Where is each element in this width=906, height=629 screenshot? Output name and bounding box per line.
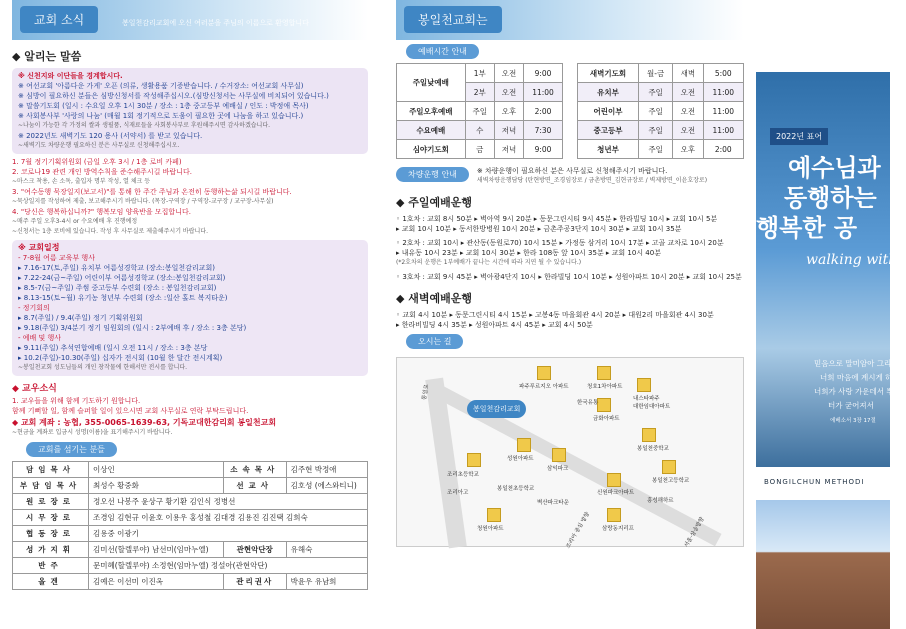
map-label: 봉일천고등학교 xyxy=(652,478,690,484)
motto-line: 예수님과 xyxy=(788,154,881,182)
staff-names: 박윤우 유남희 xyxy=(286,574,367,590)
service-period: 오전 xyxy=(494,83,523,102)
section-tag: 봉일천교회는 xyxy=(404,6,502,33)
schedule-line: ▸ 8.13-15(토~월) 유기농 청년부 수련회 (장소 :일산 홀트 복지타운) xyxy=(18,294,228,302)
staff-names: 문미혜(할렐루야) 소정현(임마누엘) 정설아(관현악단) xyxy=(89,558,368,574)
table-row xyxy=(13,510,368,526)
service-day: 주일 xyxy=(639,140,673,159)
prayer-title: ◆ 교우소식 xyxy=(12,384,57,394)
map-label: 봉일천초등학교 xyxy=(497,486,535,492)
table-row xyxy=(13,558,368,574)
notice-item: 3. "여수동행 묵장일지(보고서)"를 통해 한 주간 주님과 온전히 동행하는삶 되시길 바랍니다. xyxy=(12,188,292,196)
service-period: 저녁 xyxy=(494,140,523,159)
schedule-line: ▸ 9.11(주일) 추석연합예배 (일시 오전 11시 / 장소 : 3층 본당 xyxy=(18,344,208,352)
notice-box xyxy=(12,68,368,154)
notice-line: ※ 2022년도 새벽기도 120 용사 (서약서) 를 받고 있습니다. xyxy=(18,132,203,140)
schedule-line: ▸ 9.18(주일) 3/4분기 정기 임원회의 (일시 : 2부예배 후 / 장소 : 3층 본당) xyxy=(18,324,247,332)
map-label: 내스타파주 xyxy=(633,396,660,402)
service-day: 2부 xyxy=(465,83,494,102)
map-label: 성원아파트 xyxy=(507,456,534,462)
service-table-left xyxy=(396,63,563,159)
prayer-line: 1. 교우들을 위해 함께 기도하기 원합니다. xyxy=(12,397,141,405)
mid-header xyxy=(396,0,744,40)
route-line: ◦ 교회 4시 10분 ▸ 동문그린시티 4시 15분 ▸ 고봉4동 마을회관 4시 20분 ▸ 대원2리 마을회관 4시 30분 xyxy=(396,311,714,319)
map-label: 조리초등학교 xyxy=(447,472,479,478)
staff-role: 관현악단장 xyxy=(223,542,286,558)
building-marker xyxy=(607,508,621,522)
building-marker xyxy=(537,366,551,380)
verse-reference: 에베소서 3장 17절 xyxy=(830,418,876,424)
building-marker xyxy=(642,428,656,442)
bus-header xyxy=(396,163,744,186)
map-label: 청호1차아파트 xyxy=(587,384,623,390)
service-name: 새벽기도회 xyxy=(578,64,639,83)
notice-item: 2. 코로나19 관련 개인 방역수칙을 준수해주시길 바랍니다. xyxy=(12,168,192,176)
schedule-line: ▸ 10.2(주일)-10.30(주일) 십자가 전시회 (10월 한 달간 전시계획) xyxy=(18,354,223,362)
route-line: ▸ 한라비빌딩 4시 35분 ▸ 성원아파트 4시 45분 ▸ 교회 4시 50분 xyxy=(396,321,593,329)
table-row xyxy=(397,121,563,140)
schedule-line: - 7-8월 여름 교육부 행사 xyxy=(18,254,95,262)
bus-notes xyxy=(477,163,707,186)
verse-line: 믿음으로 말미암아 그리 xyxy=(814,359,892,368)
service-name: 심야기도회 xyxy=(397,140,466,159)
service-tables xyxy=(396,63,744,159)
service-period: 오후 xyxy=(673,140,703,159)
table-row xyxy=(13,526,368,542)
church-english-name: BONGILCHUN METHODI xyxy=(764,478,865,486)
table-row xyxy=(397,64,563,83)
building-marker xyxy=(607,473,621,487)
notice-item: ~신청서는 1층 로비에 있습니다. 작성 후 사무실로 제출해주시기 바랍니다. xyxy=(12,228,209,235)
staff-names: 김호성 (에스와티니) xyxy=(286,478,367,494)
table-row xyxy=(578,83,744,102)
map-church-marker: 봉일천감리교회 xyxy=(467,400,526,418)
staff-role: 선교사 xyxy=(223,478,286,494)
service-name: 어린이부 xyxy=(578,102,639,121)
sunday-title: ◆ 주일예배운행 xyxy=(396,196,473,209)
map-label: 조리아 중심 방향 xyxy=(565,511,591,550)
table-row xyxy=(397,140,563,159)
schedule-line: ▸ 7.22-24(금~주일) 어린이부 여름성경학교 (장소:봉일천감리교회) xyxy=(18,274,226,282)
table-row xyxy=(578,64,744,83)
building-marker xyxy=(597,366,611,380)
left-header xyxy=(12,0,368,40)
table-row xyxy=(13,494,368,510)
staff-role: 관리권사 xyxy=(223,574,286,590)
building-marker xyxy=(637,378,651,392)
schedule-title: ※ 교회일정 xyxy=(18,243,60,252)
map-label: 통일로 xyxy=(421,383,431,401)
service-name: 중고등부 xyxy=(578,121,639,140)
route-line: (*2호차의 운행은 1부예배가 끝나는 시간에 따라 지연 될 수 있습니다.) xyxy=(396,259,582,266)
staff-names: 이상인 xyxy=(89,462,224,478)
notice-item: ~묵상일지를 작성하여 제출, 보고해주시기 바랍니다. (목장-구역장 / 구역장-교구장 / 교구장-사무실) xyxy=(12,198,274,205)
map-label: 삼익파크 xyxy=(547,466,569,472)
notice-item: 1. 7월 정기기획위원회 (금일 오후 3시 / 1층 로비 카페) xyxy=(12,158,182,166)
route-line: ▸ 교회 10시 10분 ▸ 동서한방병원 10시 20분 ▸ 금촌주공3단지 10시 30분 ▸ 교회 10시 35분 xyxy=(396,225,682,233)
staff-pill: 교회를 섬기는 분들 xyxy=(26,442,117,457)
motto-badge: 2022년 표어 xyxy=(770,128,828,145)
service-day: 수 xyxy=(465,121,494,140)
notice-item: ~마스크 착용, 손 소독, 출입자 명부 작성, 열 체크 등 xyxy=(12,178,151,185)
notice-items xyxy=(12,157,368,237)
table-row xyxy=(13,542,368,558)
service-table-right xyxy=(577,63,744,159)
prayer-line: 함께 기뻐할 일, 함께 슬퍼할 일이 있으시면 교회 사무실로 연락 부탁드립니다. xyxy=(12,407,249,415)
building-marker xyxy=(662,460,676,474)
service-time: 7:30 xyxy=(524,121,563,140)
service-period: 새벽 xyxy=(673,64,703,83)
notice-line: ※ 사회봉사부 '사랑의 나눔' (매월 1회 정기적으로 도움이 필요한 곳에 나눔을 하고 있습니다.) xyxy=(18,112,304,120)
map-label: 대한임대아파트 xyxy=(633,404,671,410)
building-marker xyxy=(597,398,611,412)
service-name: 주일오후예배 xyxy=(397,102,466,121)
worship-pill: 예배시간 안내 xyxy=(406,44,479,59)
service-period: 저녁 xyxy=(494,121,523,140)
building-marker xyxy=(487,508,501,522)
staff-names: 정오선 나봉주 윤상구 황기환 김인식 정병선 xyxy=(89,494,368,510)
map-label: 신원파크아파트 xyxy=(597,490,635,496)
schedule-line: ▸ 8.5-7(금~주일) 주썸 중고등부 수련회 (장소 : 봉일천감리교회) xyxy=(18,284,217,292)
staff-role: 반주 xyxy=(13,558,89,574)
dawn-title: ◆ 새벽예배운행 xyxy=(396,292,473,305)
staff-role: 부담임목사 xyxy=(13,478,89,494)
schedule-line: ▸ 8.7(주일) / 9.4(주일) 정기 기획위원회 xyxy=(18,314,143,322)
service-time: 11:00 xyxy=(703,83,743,102)
church-building-photo xyxy=(756,500,890,629)
notice-line: ※ 신천지와 이단들을 경계합시다. xyxy=(18,72,123,80)
notice-line: ※ 말씀기도회 (일시 : 수요일 오후 1시 30분 / 장소 : 1층 중고등부 예배실 / 인도 : 박정애 목사) xyxy=(18,102,309,110)
bus-sub: 새벽차량운행담당 (탄현방면_조경임장로 / 금촌방면_김현규장로 / 벽제방면_이윤호장로) xyxy=(476,177,708,184)
map-label: 흥성해하르 xyxy=(647,498,674,504)
staff-table xyxy=(12,461,368,590)
location-map xyxy=(396,357,744,550)
table-row xyxy=(13,478,368,494)
notice-line: ※ 여선교회 '아름다운 가게' 오픈 (의류, 생활용품 기증받습니다. / 수거장소: 여선교회 사무실) xyxy=(18,82,304,90)
route-line: ◦ 3호차 : 교회 9시 45분 ▸ 벽아광4단지 10시 ▸ 한라빌딩 10시 10분 ▸ 성원아파트 10시 20분 ▸ 교회 10시 25분 xyxy=(396,273,742,281)
staff-names: 김미선(할렐루야) 남선미(임마누엘) xyxy=(89,542,224,558)
staff-role: 성가지휘 xyxy=(13,542,89,558)
motto-line: 행복한 공 xyxy=(756,214,858,242)
service-day: 주일 xyxy=(639,83,673,102)
staff-role: 협동장로 xyxy=(13,526,89,542)
schedule-box xyxy=(12,240,368,376)
account-title: ◆ 교회 계좌 : 농협, 355-0065-1639-63, 기독교대한감리회 봉일천교회 xyxy=(12,418,277,427)
route-line: ▸ 내유동 10시 23분 ▸ 교회 10시 30분 ▸ 한라 108동 앞 10시 35분 ▸ 교회 10시 40분 xyxy=(396,249,661,257)
staff-role: 원로장로 xyxy=(13,494,89,510)
service-day: 1부 xyxy=(465,64,494,83)
verse-line: 너희 마음에 계시게 하시 xyxy=(820,373,900,382)
map-label: 서울·삼송방향 xyxy=(683,516,706,549)
map-label: 봉일천중학교 xyxy=(637,446,669,452)
verse-line: 너희가 사랑 가운데서 뿌 xyxy=(814,387,894,396)
staff-role: 소속목사 xyxy=(223,462,286,478)
notice-line: ~새벽기도 차량운행 필요하신 분은 사무실로 신청해주십시오. xyxy=(18,142,180,149)
middle-panel xyxy=(384,0,756,629)
table-row xyxy=(13,462,368,478)
service-time: 5:00 xyxy=(703,64,743,83)
schedule-line: - 예배 및 행사 xyxy=(18,334,62,342)
table-row xyxy=(578,140,744,159)
map-label: 금화아파트 xyxy=(593,416,620,422)
motto-line: 동행하는 xyxy=(784,184,877,212)
service-name: 주일낮예배 xyxy=(397,64,466,102)
staff-names: 김주현 박정애 xyxy=(286,462,367,478)
service-time: 11:00 xyxy=(703,102,743,121)
service-time: 2:00 xyxy=(524,102,563,121)
building-marker xyxy=(517,438,531,452)
schedule-line: ▸ 7.16-17(토,주일) 유치부 여름성경학교 (장소:봉일천감리교회) xyxy=(18,264,215,272)
route-line: ◦ 1호차 : 교회 8시 50분 ▸ 벽아역 9시 20분 ▸ 동문그린시티 9시 45분 ▸ 한라빌딩 10시 ▸ 교회 10시 5분 xyxy=(396,215,718,223)
notice-item: ~매주 주일 오후3-4시 or 수요예배 후 진행예정 xyxy=(12,218,138,225)
notice-line: ~나눔이 가능한 각 가정의 쌀과 생필품, 식재료들을 사회봉사부로 후원해주시면 감사하겠습니다. xyxy=(18,122,271,129)
service-time: 9:00 xyxy=(524,140,563,159)
staff-names: 최성수 황중화 xyxy=(89,478,224,494)
service-period: 오전 xyxy=(673,121,703,140)
staff-role: 올겐 xyxy=(13,574,89,590)
service-period: 오후 xyxy=(494,102,523,121)
staff-names: 유해숙 xyxy=(286,542,367,558)
service-time: 11:00 xyxy=(524,83,563,102)
bus-pill: 차량운행 안내 xyxy=(396,167,469,182)
staff-role: 시무장로 xyxy=(13,510,89,526)
staff-names: 조경임 김현규 이윤호 이용우 홍성철 김대경 김용진 김진택 김희숙 xyxy=(89,510,368,526)
building-marker xyxy=(552,448,566,462)
service-day: 월-금 xyxy=(639,64,673,83)
service-time: 2:00 xyxy=(703,140,743,159)
service-name: 유치부 xyxy=(578,83,639,102)
staff-role: 담임목사 xyxy=(13,462,89,478)
cover-panel xyxy=(756,0,906,629)
map-label: 조리아고 xyxy=(447,490,469,496)
welcome-text: 봉일천감리교회에 오신 여러분을 주님의 이름으로 환영합니다 xyxy=(122,19,309,27)
building-marker xyxy=(467,453,481,467)
service-name: 수요예배 xyxy=(397,121,466,140)
motto-english: walking with j xyxy=(806,252,906,268)
service-day: 주일 xyxy=(465,102,494,121)
table-row xyxy=(397,102,563,121)
map-label: 벽산파크타운 xyxy=(537,500,569,506)
service-name: 청년부 xyxy=(578,140,639,159)
section-tag: 교회 소식 xyxy=(20,6,98,33)
notice-line: ※ 심방이 필요하신 분들은 심방신청서를 작성해주십시오.(심방신청서는 사무실에 비치되어 있습니다.) xyxy=(18,92,329,100)
verse-line: 터가 굳어져서 xyxy=(828,401,874,410)
account-note: ~현금을 계좌로 입금시 성명(이름)을 표기해주시기 바랍니다. xyxy=(12,429,173,436)
service-time: 11:00 xyxy=(703,121,743,140)
table-row xyxy=(578,102,744,121)
service-day: 주일 xyxy=(639,102,673,121)
table-row xyxy=(578,121,744,140)
map-label: 삼랑동지리프 xyxy=(602,526,634,532)
route-line: ◦ 2호차 : 교회 10시 ▸ 관산동(동원로70) 10시 15분 ▸ 가정동 삼거리 10시 17분 ▸ 고골 교차로 10시 20분 xyxy=(396,239,724,247)
map-label: 파주푸르지오 아파트 xyxy=(519,384,569,390)
staff-names: 김용중 이광기 xyxy=(89,526,368,542)
notice-item: 4. "당신은 행복하십니까?" 행복모임 양육반을 모집합니다. xyxy=(12,208,191,216)
map-label: 한국유통 xyxy=(577,400,599,406)
map-label: 청원아파트 xyxy=(477,526,504,532)
table-row xyxy=(13,574,368,590)
left-panel xyxy=(0,0,380,629)
bus-note: ※ 차량운행이 필요하신 분은 사무실로 신청해주시기 바랍니다. xyxy=(476,167,668,175)
notice-title: ◆ 알리는 말씀 xyxy=(12,50,82,63)
service-day: 주일 xyxy=(639,121,673,140)
schedule-line: ~봉일천교회 성도님들의 개인 창작물에 한해서만 전시를 합니다. xyxy=(18,364,188,371)
service-period: 오전 xyxy=(673,102,703,121)
service-day: 금 xyxy=(465,140,494,159)
service-time: 9:00 xyxy=(524,64,563,83)
map-pill: 오시는 길 xyxy=(406,334,463,349)
service-period: 오전 xyxy=(673,83,703,102)
staff-names: 김예은 이선미 이진옥 xyxy=(89,574,224,590)
service-period: 오전 xyxy=(494,64,523,83)
schedule-line: - 정기회의 xyxy=(18,304,50,312)
